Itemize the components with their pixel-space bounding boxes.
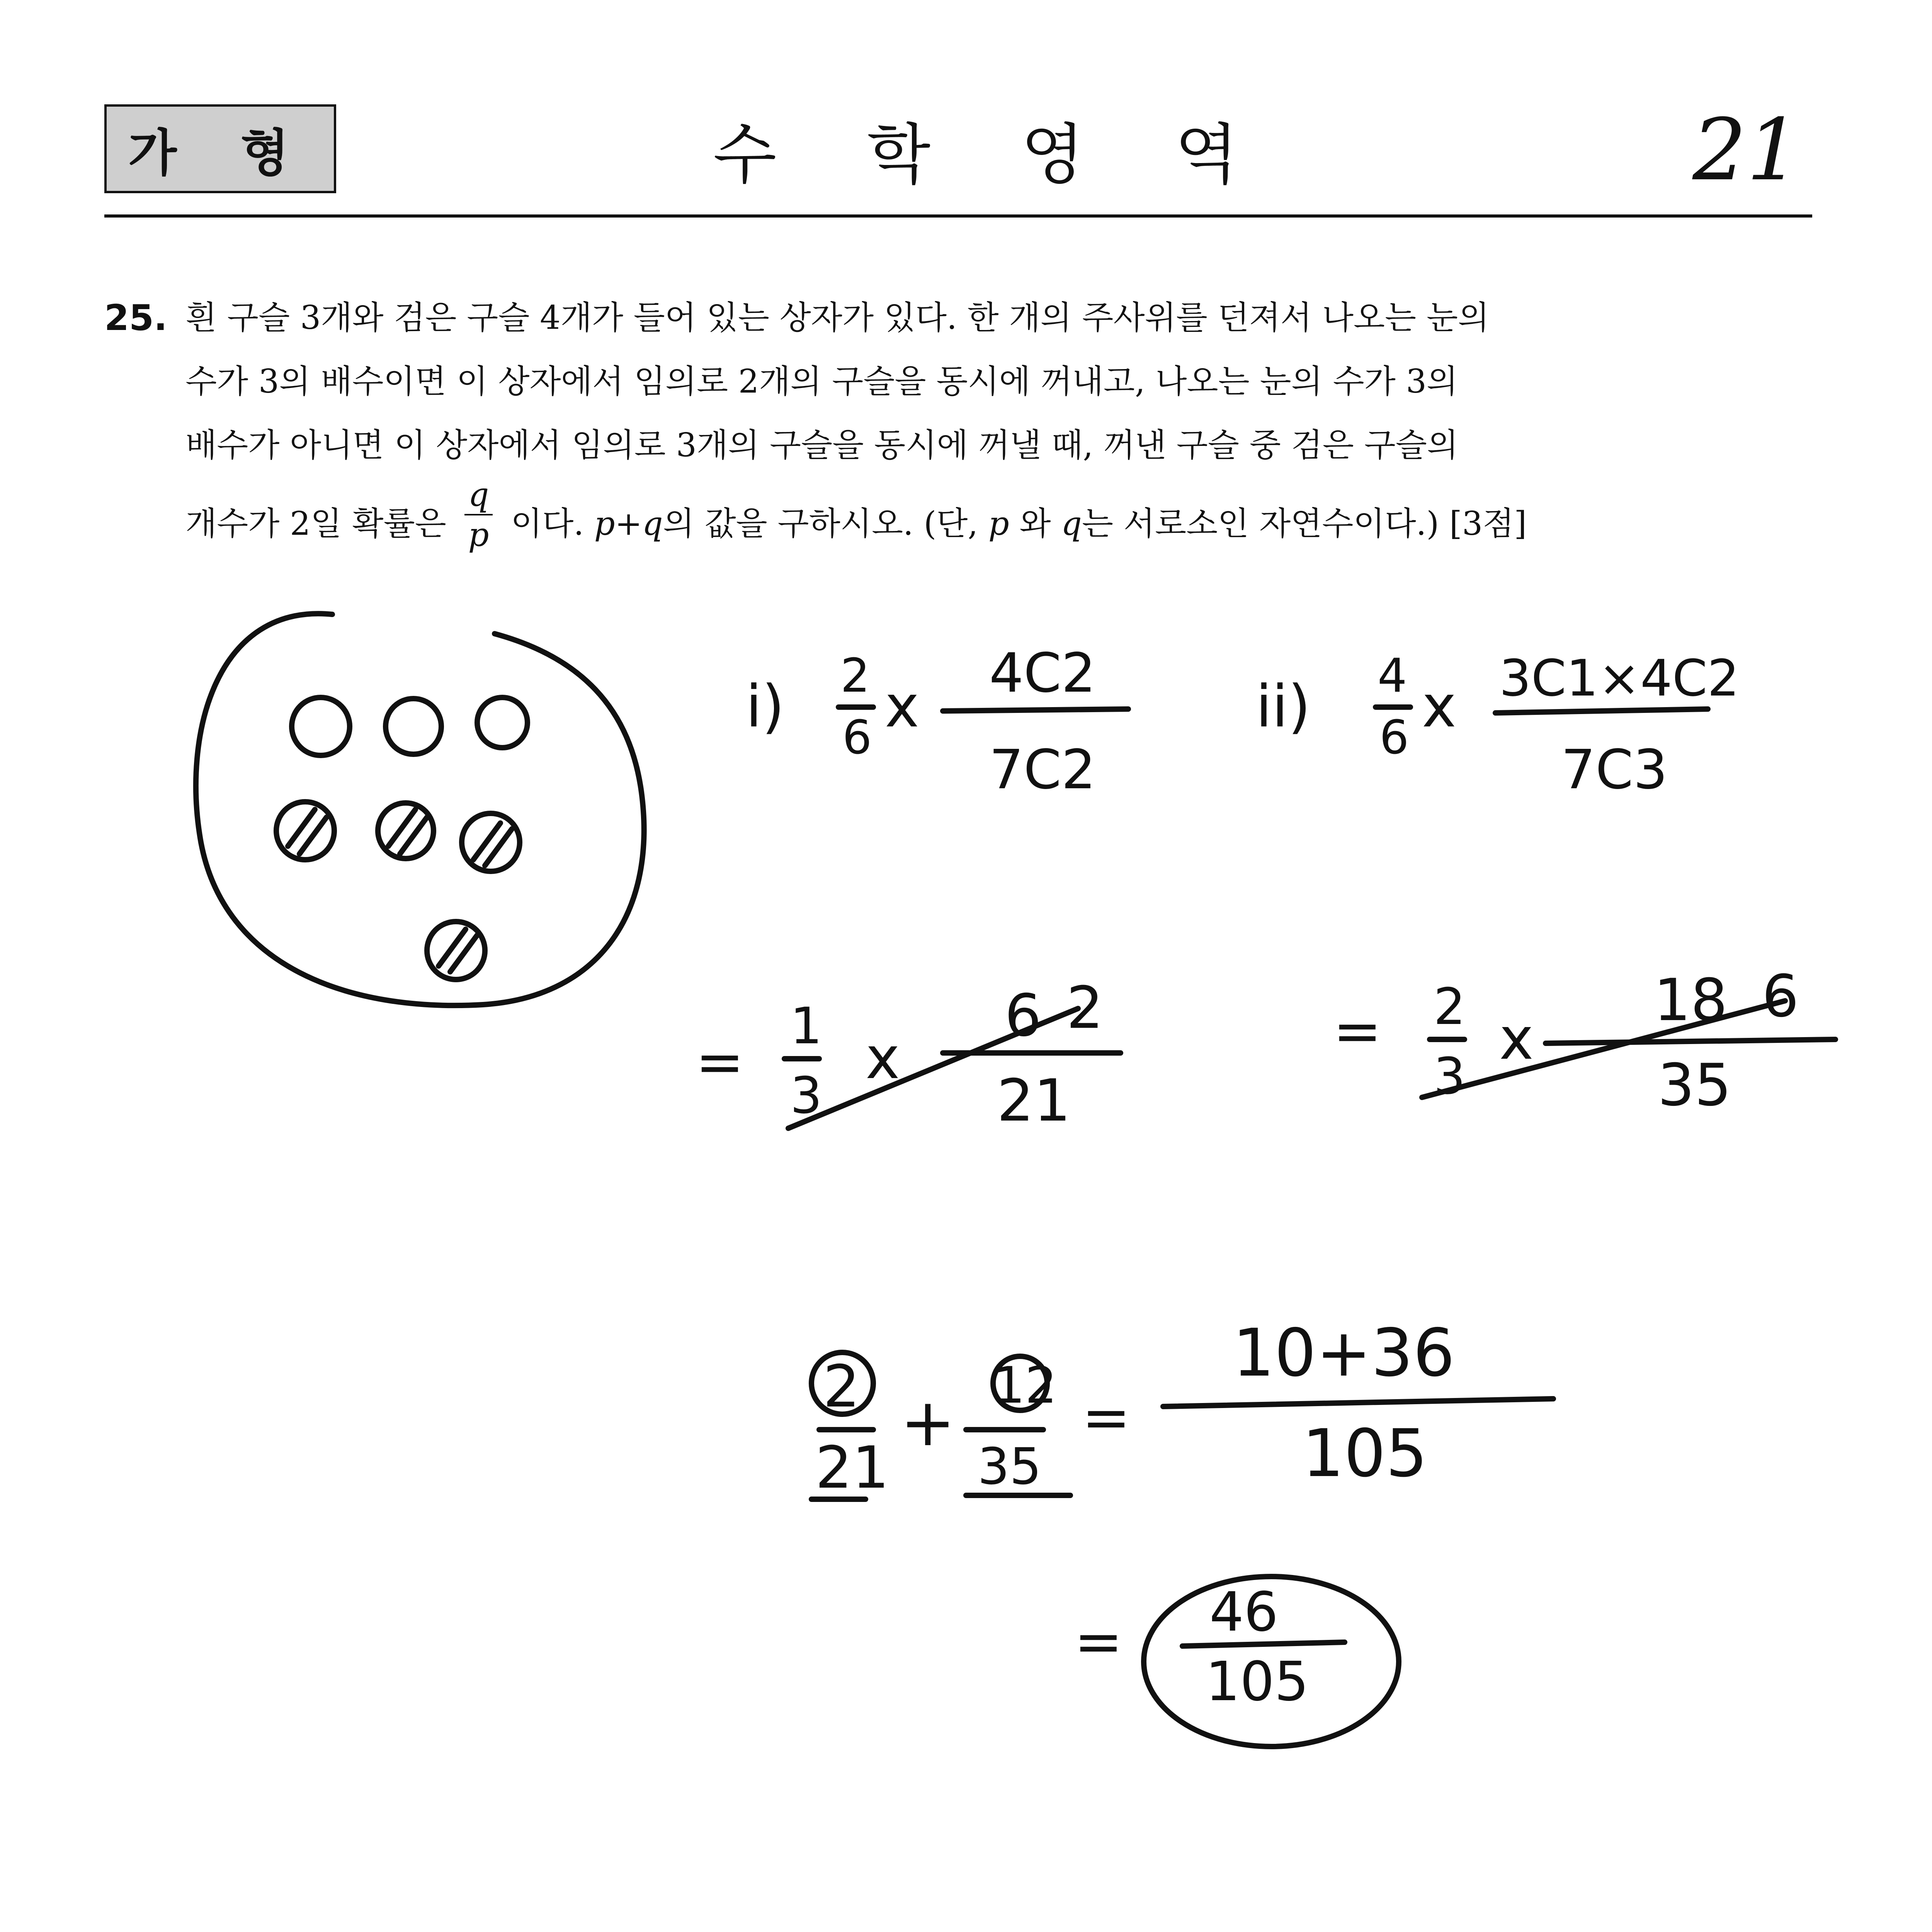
frac-bar-c2-comb [1495, 709, 1708, 713]
problem-line-2: 수가 3의 배수이면 이 상자에서 임의로 2개의 구슬을 동시에 꺼내고, 나오는 눈의 수가 3의 [185, 362, 1458, 400]
frac-bar-s2-b [1546, 1039, 1835, 1043]
step1-b-den: 21 [997, 1067, 1071, 1134]
case1-label: i) [746, 673, 785, 740]
line4-text-a: 개수가 2일 확률은 [185, 505, 446, 543]
step1-times: x [866, 1025, 900, 1092]
line4-text-c: 의 값을 구하시오. (단, [663, 505, 978, 543]
case2-times: x [1422, 673, 1456, 740]
sum-plus: + [900, 1384, 956, 1461]
case2-label: ii) [1256, 673, 1311, 740]
problem-line-3: 배수가 아니면 이 상자에서 임의로 3개의 구슬을 동시에 꺼낼 때, 꺼낸 구슬 중 검은 구슬의 [185, 426, 1459, 464]
expression: p+q [594, 505, 663, 543]
step1-b-num: 2 [1066, 975, 1104, 1042]
step2-b-num-struck: 18 [1654, 967, 1728, 1034]
black-ball-1 [276, 802, 334, 860]
case1-prob-den: 6 [842, 711, 872, 765]
step2-times: x [1499, 1005, 1534, 1073]
white-ball-2 [386, 699, 441, 754]
black-ball-3 [462, 813, 520, 871]
step2-b-den: 35 [1658, 1052, 1731, 1119]
sum-a-den: 21 [815, 1434, 889, 1502]
line4-text-b: 이다. [511, 505, 584, 543]
var-p: p [988, 505, 1009, 543]
sum-b-den: 35 [978, 1437, 1042, 1496]
sum-result-num: 10+36 [1233, 1315, 1455, 1391]
var-q: q [1061, 505, 1082, 543]
sum-equals: = [1082, 1384, 1131, 1451]
case1-prob-num: 2 [840, 649, 870, 703]
case2-prob-den: 6 [1379, 711, 1409, 765]
step1-a-den: 3 [790, 1066, 822, 1125]
case1-comb-num: 4C2 [989, 642, 1096, 705]
hatch-marks [288, 810, 512, 972]
case2-comb-num: 3C1×4C2 [1499, 649, 1740, 707]
problem-number: 25. [104, 297, 167, 338]
white-ball-1 [292, 697, 350, 755]
final-num: 46 [1209, 1581, 1279, 1644]
step1-b-num-struck: 6 [1005, 982, 1042, 1049]
subject-title: 수 학 영 역 [713, 116, 1273, 193]
frac-bar-sum-result [1163, 1399, 1553, 1406]
case1-comb-den: 7C2 [989, 738, 1096, 801]
case2-comb-den: 7C3 [1561, 738, 1668, 801]
fraction-numerator: q [464, 475, 493, 515]
step2-a-den: 3 [1434, 1047, 1466, 1105]
step1-equals: = [696, 1029, 744, 1096]
final-equals: = [1074, 1608, 1123, 1675]
step2-equals: = [1333, 998, 1382, 1065]
final-den: 105 [1206, 1650, 1309, 1713]
step1-a-num: 1 [790, 997, 822, 1055]
line4-text-d: 와 [1019, 505, 1051, 543]
line4-text-e: 는 서로소인 자연수이다.) [3점] [1082, 505, 1527, 543]
sum-result-den: 105 [1302, 1415, 1428, 1492]
black-ball-4 [427, 922, 485, 980]
sum-a-num: 2 [823, 1353, 860, 1420]
step2-b-num: 6 [1762, 963, 1799, 1030]
problem-line-1: 흰 구슬 3개와 검은 구슬 4개가 들어 있는 상자가 있다. 한 개의 주사위를 던져서 나오는 눈의 [185, 299, 1490, 337]
sum-b-num: 12 [993, 1356, 1057, 1415]
fraction-denominator: p [468, 516, 489, 554]
exam-type-box: 가 형 [104, 104, 336, 193]
page-number: 21 [1692, 100, 1801, 199]
frac-bar-c1-comb [943, 709, 1128, 711]
case2-prob-num: 4 [1378, 649, 1407, 703]
step2-a-num: 2 [1434, 977, 1466, 1036]
case1-times: x [885, 673, 919, 740]
white-ball-3 [477, 697, 527, 748]
